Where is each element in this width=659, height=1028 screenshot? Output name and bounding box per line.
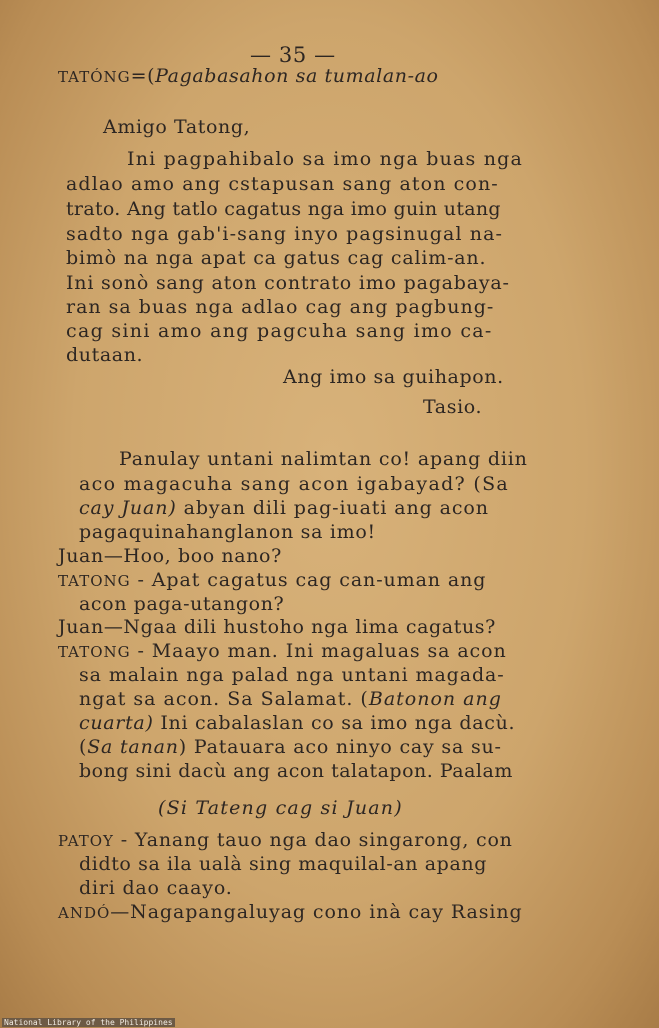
dialogue-line: bong sini dacù ang acon talatapon. Paalam — [79, 760, 513, 782]
dialogue-italic: Sa tanan — [87, 736, 179, 758]
speaker-tatong: TATONG — [58, 572, 131, 590]
dialogue-tatong — [58, 638, 507, 665]
narration-italic: cay Juan) — [79, 497, 177, 519]
library-credit: National Library of the Philippines — [4, 1018, 173, 1027]
dialogue-italic: Batonon ang — [368, 688, 502, 710]
speaker-patoy: PATOY — [58, 832, 114, 850]
dialogue-text: ) Patauara aco ninyo cay sa su- — [178, 736, 502, 758]
heading-separator: =( — [130, 65, 156, 87]
dialogue-ando — [58, 899, 523, 926]
narration-line — [79, 495, 489, 521]
dialogue-italic: cuarta) — [79, 712, 154, 734]
letter-line: adlao amo ang cstapusan sang aton con- — [66, 173, 499, 195]
dialogue-text: - Yanang tauo nga dao singarong, con — [113, 829, 513, 851]
letter-line: Ini sonò sang aton contrato imo pagabaya- — [66, 272, 510, 294]
page-number: — 35 — — [250, 43, 336, 67]
letter-salutation: Amigo Tatong, — [103, 116, 251, 138]
narration-line: aco magacuha sang acon igabayad? (Sa — [79, 473, 510, 495]
narration-text: abyan dili pag-iuati ang acon — [176, 497, 489, 519]
letter-signature: Tasio. — [423, 396, 483, 418]
dialogue-line: didto sa ila ualà sing maquilal-an apang — [79, 853, 487, 875]
dialogue-text: - Maayo man. Ini magaluas sa acon — [130, 640, 507, 662]
dialogue-line — [79, 710, 515, 736]
stage-direction: (Si Tateng cag si Juan) — [158, 797, 403, 819]
dialogue-line — [79, 734, 502, 760]
letter-line: Ini pagpahibalo sa imo nga buas nga — [127, 148, 524, 170]
dialogue-text: Ini cabalaslan co sa imo nga dacù. — [153, 712, 516, 734]
narration-line: Panulay untani nalimtan co! apang diin — [119, 448, 528, 470]
dialogue-tatong — [58, 567, 486, 594]
letter-line: cag sini amo ang pagcuha sang imo ca- — [66, 320, 493, 342]
heading-speaker: TATÓNG — [58, 68, 131, 86]
letter-line: bimò na nga apat ca gatus cag calim-an. — [66, 247, 487, 269]
letter-line: dutaan. — [66, 344, 144, 366]
letter-line: sadto nga gab'i-sang inyo pagsinugal na- — [66, 223, 504, 245]
letter-closing: Ang imo sa guihapon. — [283, 366, 504, 388]
letter-line: ran sa buas nga adlao cag ang pagbung- — [66, 296, 495, 318]
speaker-ando: ANDÓ — [58, 904, 111, 922]
dialogue-juan: Juan—Hoo, boo nano? — [58, 545, 282, 567]
dialogue-text: —Nagapangaluyag cono inà cay Rasing — [110, 901, 523, 923]
dialogue-juan: Juan—Ngaa dili hustoho nga lima cagatus? — [58, 616, 496, 638]
dialogue-text: - Apat cagatus cag can-uman ang — [130, 569, 487, 591]
heading-direction: Pagabasahon sa tumalan-ao — [155, 65, 439, 87]
speaker-tatong: TATONG — [58, 643, 131, 661]
dialogue-patoy — [58, 827, 513, 854]
scene-heading — [58, 63, 439, 90]
dialogue-line: diri dao caayo. — [79, 877, 233, 899]
narration-line: pagaquinahanglanon sa imo! — [79, 521, 376, 543]
dialogue-text: ( — [79, 736, 88, 758]
dialogue-line: acon paga-utangon? — [79, 593, 285, 615]
letter-line: trato. Ang tatlo cagatus nga imo guin utang — [66, 198, 501, 220]
dialogue-line: sa malain nga palad nga untani magada- — [79, 664, 505, 686]
dialogue-line — [79, 686, 502, 712]
dialogue-text: ngat sa acon. Sa Salamat. ( — [79, 688, 369, 710]
